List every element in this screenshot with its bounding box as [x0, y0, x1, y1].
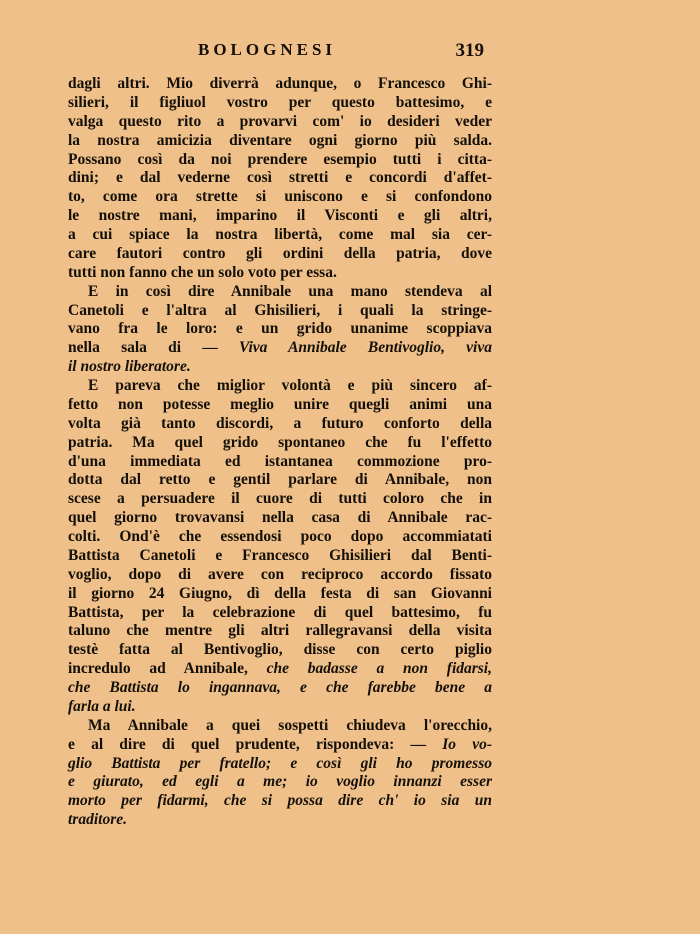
text-line: [68, 792, 492, 811]
text-line: [68, 320, 492, 339]
text-run: silieri, il figliuol vostro per questo battesimo, e: [68, 93, 492, 111]
text-run: quel giorno trovavansi nella casa di Annibale rac-: [68, 509, 492, 527]
text-line: [68, 283, 492, 302]
text-line: [68, 490, 492, 509]
text-line: [68, 302, 492, 321]
text-line: [68, 264, 492, 283]
text-run: colti. Ond'è che essendosi poco dopo accommiatati: [68, 528, 492, 545]
italic-run: traditore.: [68, 811, 127, 829]
text-run: Battista Canetoli e Francesco Ghisilieri dal Benti-: [68, 546, 492, 564]
text-line: [68, 755, 492, 774]
text-run: vano fra le loro: e un grido unanime scoppiava: [68, 320, 492, 338]
text-line: [68, 207, 492, 226]
running-head: [68, 40, 492, 66]
text-run: Possano così da noi prendere esempio tutti i citta-: [68, 150, 492, 168]
text-line: [68, 339, 492, 358]
text-line: [68, 547, 492, 566]
text-run: dini; e dal vederne così stretti e concordi d'affet-: [68, 169, 492, 187]
text-line: [68, 773, 492, 792]
italic-run: Viva Annibale Bentivoglio, viva: [239, 339, 492, 357]
text-run: testè fatta al Bentivoglio, disse con certo piglio: [68, 641, 492, 659]
text-line: [68, 94, 492, 113]
italic-run: il nostro liberatore.: [68, 358, 191, 376]
text-run: nella sala di —: [68, 339, 240, 357]
text-line: [68, 188, 492, 207]
text-line: [68, 245, 492, 264]
text-line: [68, 679, 492, 698]
text-line: [68, 698, 492, 717]
text-run: Ma Annibale a quei sospetti chiudeva l'orecchio,: [88, 716, 492, 734]
text-line: [68, 226, 492, 245]
body-text: [68, 75, 492, 830]
text-line: [68, 358, 492, 377]
italic-run: Io vo-: [442, 735, 492, 753]
text-run: le nostre mani, imparino il Visconti e gli altri,: [68, 207, 492, 225]
text-run: fetto non potesse meglio unire quegli animi una: [68, 395, 492, 413]
text-line: [68, 604, 492, 623]
text-run: to, come ora strette si uniscono e si confondono: [68, 188, 492, 206]
italic-run: e giurato, ed egli a me; io voglio innanzi esser: [68, 773, 492, 791]
text-line: [68, 151, 492, 170]
text-run: Battista, per la celebrazione di quel battesimo, fu: [68, 603, 492, 621]
page-number: 319: [455, 40, 484, 61]
text-run: d'una immediata ed istantanea commozione pro-: [68, 452, 492, 470]
text-run: E in così dire Annibale una mano stendeva al: [88, 282, 492, 300]
text-line: [68, 622, 492, 641]
text-run: tutti non fanno che un solo voto per essa.: [68, 263, 337, 281]
text-line: [68, 377, 492, 396]
text-run: valga questo rito a provarvi com' io desideri veder: [68, 112, 492, 130]
text-run: volta già tanto discordi, a futuro conforto della: [68, 414, 492, 432]
italic-run: glio Battista per fratello; e così gli ho promesso: [68, 754, 492, 772]
text-run: voglio, dopo di avere con reciproco accordo fissato: [68, 565, 492, 583]
text-line: [68, 566, 492, 585]
text-line: [68, 641, 492, 660]
text-line: [68, 811, 492, 830]
italic-run: che Battista lo ingannava, e che farebbe bene a: [68, 679, 492, 696]
text-run: incredulo ad Annibale,: [68, 660, 267, 678]
text-line: [68, 132, 492, 151]
text-line: [68, 113, 492, 132]
text-line: [68, 75, 492, 94]
italic-run: che badasse a non fidarsi,: [266, 660, 492, 678]
text-line: [68, 736, 492, 755]
text-line: [68, 434, 492, 453]
text-run: dotta dal retto e gentil parlare di Annibale, non: [68, 471, 492, 489]
text-line: [68, 585, 492, 604]
text-run: il giorno 24 Giugno, dì della festa di san Giovanni: [68, 584, 492, 602]
text-run: care fautori contro gli ordini della patria, dove: [68, 244, 492, 262]
text-run: patria. Ma quel grido spontaneo che fu l'effetto: [68, 433, 492, 451]
italic-run: farla a lui.: [68, 697, 136, 715]
text-line: [68, 717, 492, 736]
text-line: [68, 169, 492, 188]
running-title: BOLOGNESI: [198, 40, 337, 59]
text-line: [68, 396, 492, 415]
text-run: E pareva che miglior volontà e più sincero af-: [88, 377, 492, 394]
text-run: e al dire di quel prudente, rispondeva: —: [68, 735, 443, 753]
text-run: a cui spiace la nostra libertà, come mal sia cer-: [68, 226, 492, 243]
text-line: [68, 415, 492, 434]
text-line: [68, 471, 492, 490]
italic-run: morto per fidarmi, che si possa dire ch' io sia un: [68, 792, 492, 810]
text-run: taluno che mentre gli altri rallegravansi della visita: [68, 622, 492, 640]
text-run: scese a persuadere il cuore di tutti coloro che in: [68, 490, 492, 508]
text-line: [68, 660, 492, 679]
text-line: [68, 453, 492, 472]
text-run: la nostra amicizia diventare ogni giorno più salda.: [68, 131, 492, 149]
text-run: dagli altri. Mio diverrà adunque, o Francesco Ghi-: [68, 75, 492, 92]
text-line: [68, 509, 492, 528]
text-run: Canetoli e l'altra al Ghisilieri, i quali la stringe-: [68, 301, 492, 319]
text-line: [68, 528, 492, 547]
